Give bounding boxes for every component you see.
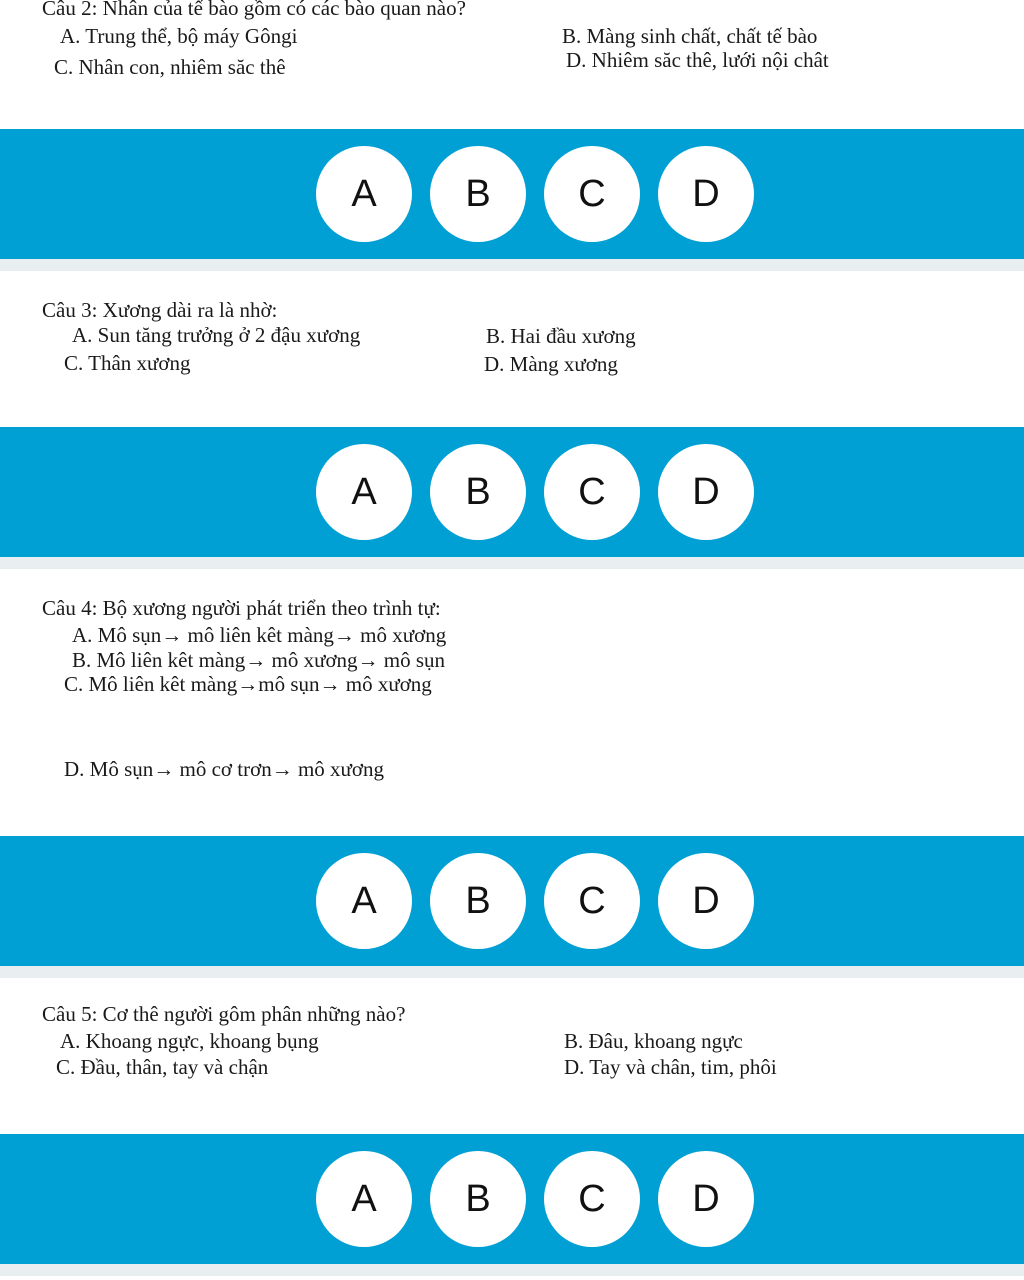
answer-button-a[interactable]: A	[316, 444, 412, 540]
answer-button-b[interactable]: B	[430, 444, 526, 540]
answer-band	[0, 427, 1024, 569]
answer-button-c[interactable]: C	[544, 1151, 640, 1247]
option-a-text: A. Mô sụn→ mô liên kêt màng→ mô xương	[72, 623, 447, 647]
option-d-text: D. Tay và chân, tim, phôi	[564, 1055, 777, 1079]
question-text: Câu 2: Nhân của tế bào gồm có các bào quan nào?	[42, 0, 466, 20]
option-d-text: D. Nhiêm săc thê, lưới nội chât	[566, 48, 829, 72]
answer-button-a[interactable]: A	[316, 853, 412, 949]
option-d-text: D. Mô sụn→ mô cơ trơn→ mô xương	[64, 757, 385, 781]
question-text: Câu 4: Bộ xương người phát triển theo trình tự:	[42, 596, 441, 620]
answer-button-a[interactable]: A	[316, 146, 412, 242]
answer-band	[0, 1134, 1024, 1276]
answer-band	[0, 129, 1024, 271]
answer-button-d[interactable]: D	[658, 146, 754, 242]
option-c-text: C. Mô liên kêt màng→mô sụn→ mô xương	[64, 672, 432, 696]
answer-button-d[interactable]: D	[658, 444, 754, 540]
option-b-text: B. Hai đầu xương	[486, 324, 636, 348]
answer-band	[0, 836, 1024, 978]
option-c-text: C. Nhân con, nhiêm săc thê	[54, 55, 286, 79]
answer-button-d[interactable]: D	[658, 853, 754, 949]
option-d-text: D. Màng xương	[484, 352, 618, 376]
option-c-text: C. Đầu, thân, tay và chận	[56, 1055, 269, 1079]
question-text: Câu 3: Xương dài ra là nhờ:	[42, 298, 278, 322]
answer-button-c[interactable]: C	[544, 146, 640, 242]
question-text: Câu 5: Cơ thê người gôm phân những nào?	[42, 1002, 406, 1026]
answer-button-d[interactable]: D	[658, 1151, 754, 1247]
answer-button-b[interactable]: B	[430, 1151, 526, 1247]
option-c-text: C. Thân xương	[64, 351, 191, 375]
answer-button-a[interactable]: A	[316, 1151, 412, 1247]
option-b-text: B. Đâu, khoang ngực	[564, 1029, 743, 1053]
option-b-text: B. Mô liên kêt màng→ mô xương→ mô sụn	[72, 648, 446, 672]
answer-button-b[interactable]: B	[430, 853, 526, 949]
answer-button-b[interactable]: B	[430, 146, 526, 242]
option-a-text: A. Khoang ngực, khoang bụng	[60, 1029, 319, 1053]
option-b-text: B. Màng sinh chất, chất tế bào	[562, 24, 818, 48]
option-a-text: A. Trung thể, bộ máy Gôngi	[60, 24, 298, 48]
answer-button-c[interactable]: C	[544, 853, 640, 949]
option-a-text: A. Sun tăng trưởng ở 2 đậu xương	[72, 323, 361, 347]
answer-button-c[interactable]: C	[544, 444, 640, 540]
